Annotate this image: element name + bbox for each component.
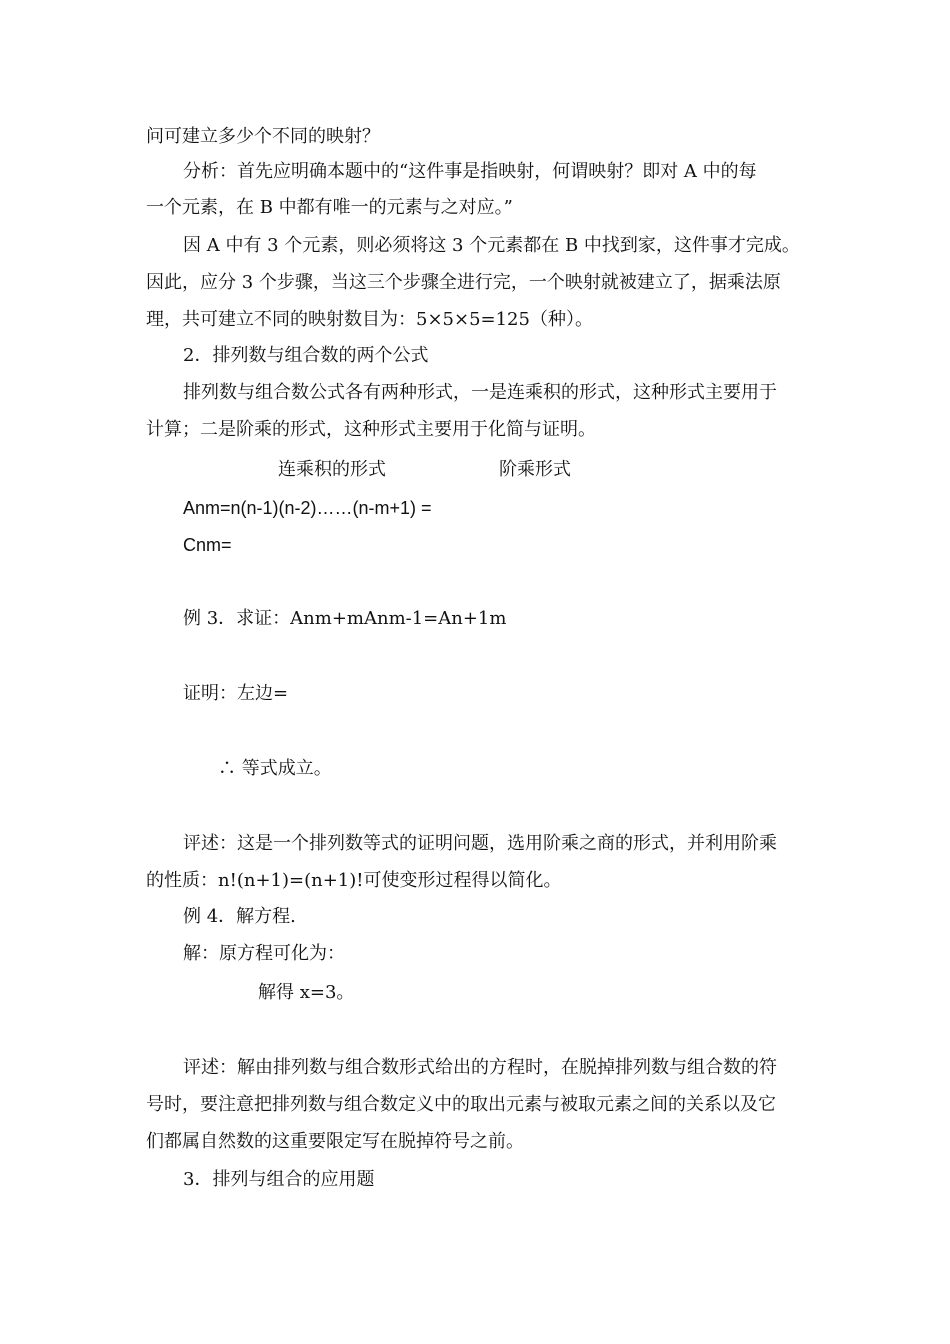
comment-2-line-1: 评述：解由排列数与组合数形式给出的方程时，在脱掉排列数与组合数的符 [183,1057,777,1078]
comment-2-line-3: 们都属自然数的这重要限定写在脱掉符号之前。 [146,1131,524,1152]
answer-line: 解得 x=3。 [258,982,355,1003]
formula-combination: Cnm= [183,535,232,555]
example-4: 例 4．解方程. [183,906,296,927]
formula-permutation: Anm=n(n-1)(n-2)……(n-m+1) = [183,498,432,518]
column-label-factorial: 阶乘形式 [499,459,571,480]
paragraph-line: 理，共可建立不同的映射数目为：5×5×5=125（种）。 [146,309,593,330]
analysis-line-1: 分析：首先应明确本题中的“这件事是指映射，何谓映射？即对 A 中的每 [183,161,757,182]
comment-2-line-2: 号时，要注意把排列数与组合数定义中的取出元素与被取元素之间的关系以及它 [146,1094,776,1115]
therefore-line: ∴ 等式成立。 [218,758,332,779]
section-heading: 3．排列与组合的应用题 [183,1169,375,1190]
paragraph-line: 计算；二是阶乘的形式，这种形式主要用于化简与证明。 [146,419,596,440]
section-heading: 2．排列数与组合数的两个公式 [183,345,429,366]
example-3: 例 3．求证：Anm+mAnm-1=An+1m [183,608,507,629]
column-label-product: 连乘积的形式 [278,459,386,480]
paragraph-line: 问可建立多少个不同的映射？ [146,126,380,147]
proof-line: 证明：左边= [183,683,289,704]
analysis-line-2: 一个元素，在 B 中都有唯一的元素与之对应。” [146,197,513,218]
comment-1-line-2: 的性质：n!(n+1)=(n+1)!可使变形过程得以简化。 [146,870,562,891]
paragraph-line: 因此，应分 3 个步骤，当这三个步骤全进行完，一个映射就被建立了，据乘法原 [146,272,781,293]
comment-1-line-1: 评述：这是一个排列数等式的证明问题，选用阶乘之商的形式，并利用阶乘 [183,833,777,854]
solution-line: 解：原方程可化为： [183,943,345,964]
paragraph-line: 因 A 中有 3 个元素，则必须将这 3 个元素都在 B 中找到家，这件事才完成。 [183,235,800,256]
paragraph-line: 排列数与组合数公式各有两种形式，一是连乘积的形式，这种形式主要用于 [183,382,777,403]
